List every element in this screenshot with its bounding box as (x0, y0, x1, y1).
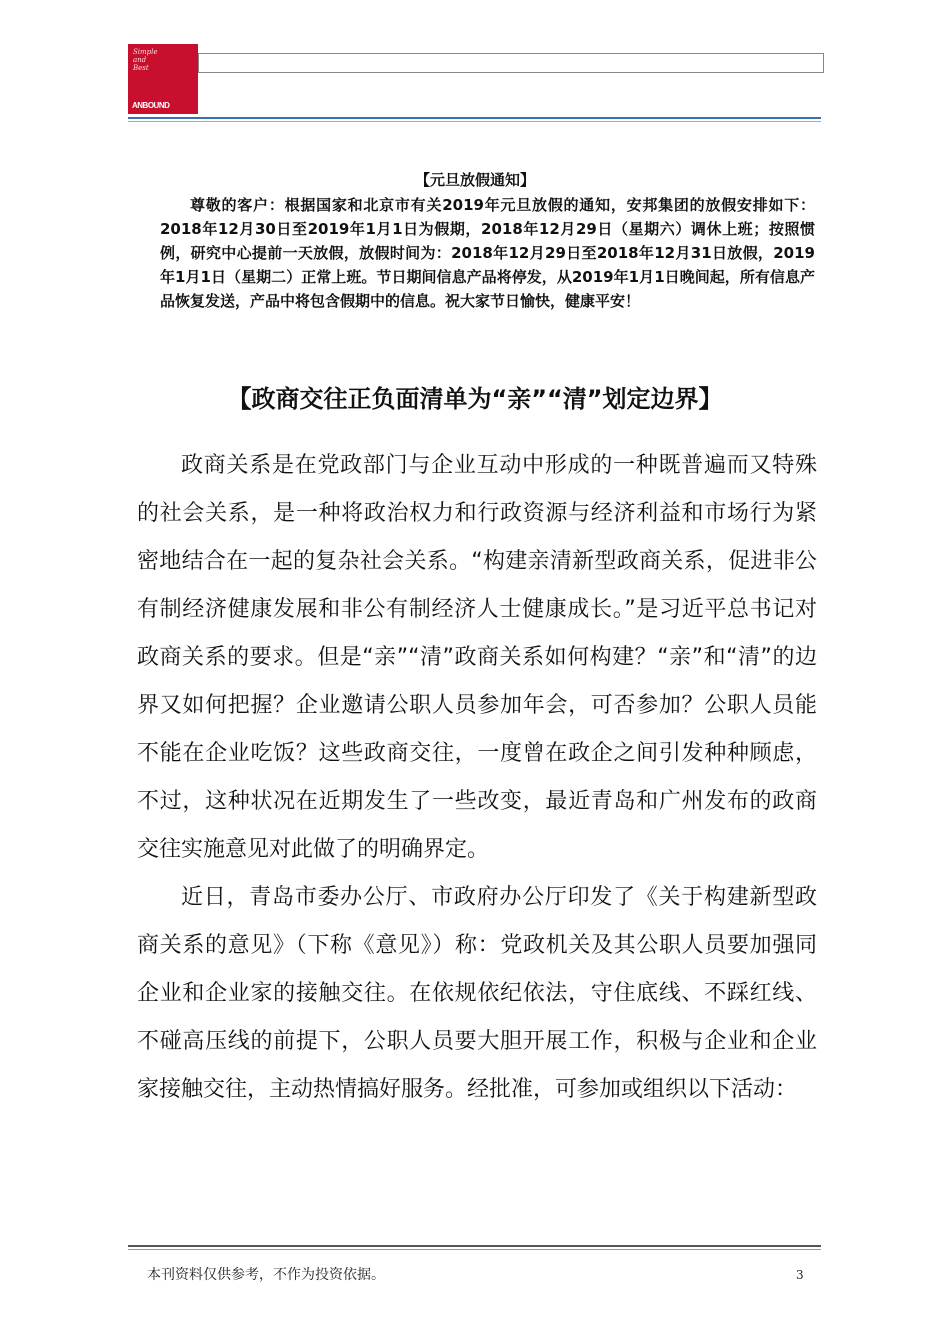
article-body (137, 442, 817, 1114)
page-number: 3 (796, 1268, 804, 1282)
footer-rule (128, 1245, 821, 1247)
header-rule-thin (128, 121, 821, 122)
footer-rule-thin (128, 1249, 821, 1250)
logo-brand: ANBOUND (132, 101, 170, 110)
logo-tagline-3: Best (133, 64, 149, 72)
logo-tagline-1: Simple (133, 48, 158, 56)
anbound-logo (128, 44, 198, 114)
article-title: 【政商交往正负面清单为“亲”“清”划定边界】 (227, 385, 723, 413)
article-paragraph-2: 近日，青岛市委办公厅、市政府办公厅印发了《关于构建新型政商关系的意见》（下称《意见》）称：党政机关及其公职人员要加强同企业和企业家的接触交往。在依规依纪依法，守住底线、不踩红线、不碰高压线的前提下，公职人员要大胆开展工作，积极与企业和企业家接触交往，主动热情搞好服务。经批准，可参加或组织以下活动： (137, 885, 817, 1102)
logo-tagline-2: and (133, 56, 147, 64)
notice-title: 【元旦放假通知】 (414, 171, 535, 189)
header-rule (128, 117, 821, 119)
header-box (198, 53, 824, 73)
notice-body: 尊敬的客户：根据国家和北京市有关2019年元旦放假的通知，安邦集团的放假安排如下：2018年12月30日至2019年1月1日为假期，2018年12月29日（星期六）调休上班；按照惯例，研究中心提前一天放假，放假时间为：2018年12月29日至2018年12月31日放假，2019年1月1日（星期二）正常上班。节日期间信息产品将停发，从2019年1月1日晚间起，所有信息产品恢复发送，产品中将包含假期中的信息。祝大家节日愉快，健康平安！ (160, 196, 815, 310)
article-paragraph-1: 政商关系是在党政部门与企业互动中形成的一种既普遍而又特殊的社会关系，是一种将政治权力和行政资源与经济利益和市场行为紧密地结合在一起的复杂社会关系。“构建亲清新型政商关系，促进非公有制经济健康发展和非公有制经济人士健康成长。”是习近平总书记对政商关系的要求。但是“亲”“清”政商关系如何构建？“亲”和“清”的边界又如何把握？企业邀请公职人员参加年会，可否参加？公职人员能不能在企业吃饭？这些政商交往，一度曾在政企之间引发种种顾虑，不过，这种状况在近期发生了一些改变，最近青岛和广州发布的政商交往实施意见对此做了的明确界定。 (137, 453, 817, 862)
footer-disclaimer: 本刊资料仅供参考，不作为投资依据。 (147, 1267, 385, 1283)
